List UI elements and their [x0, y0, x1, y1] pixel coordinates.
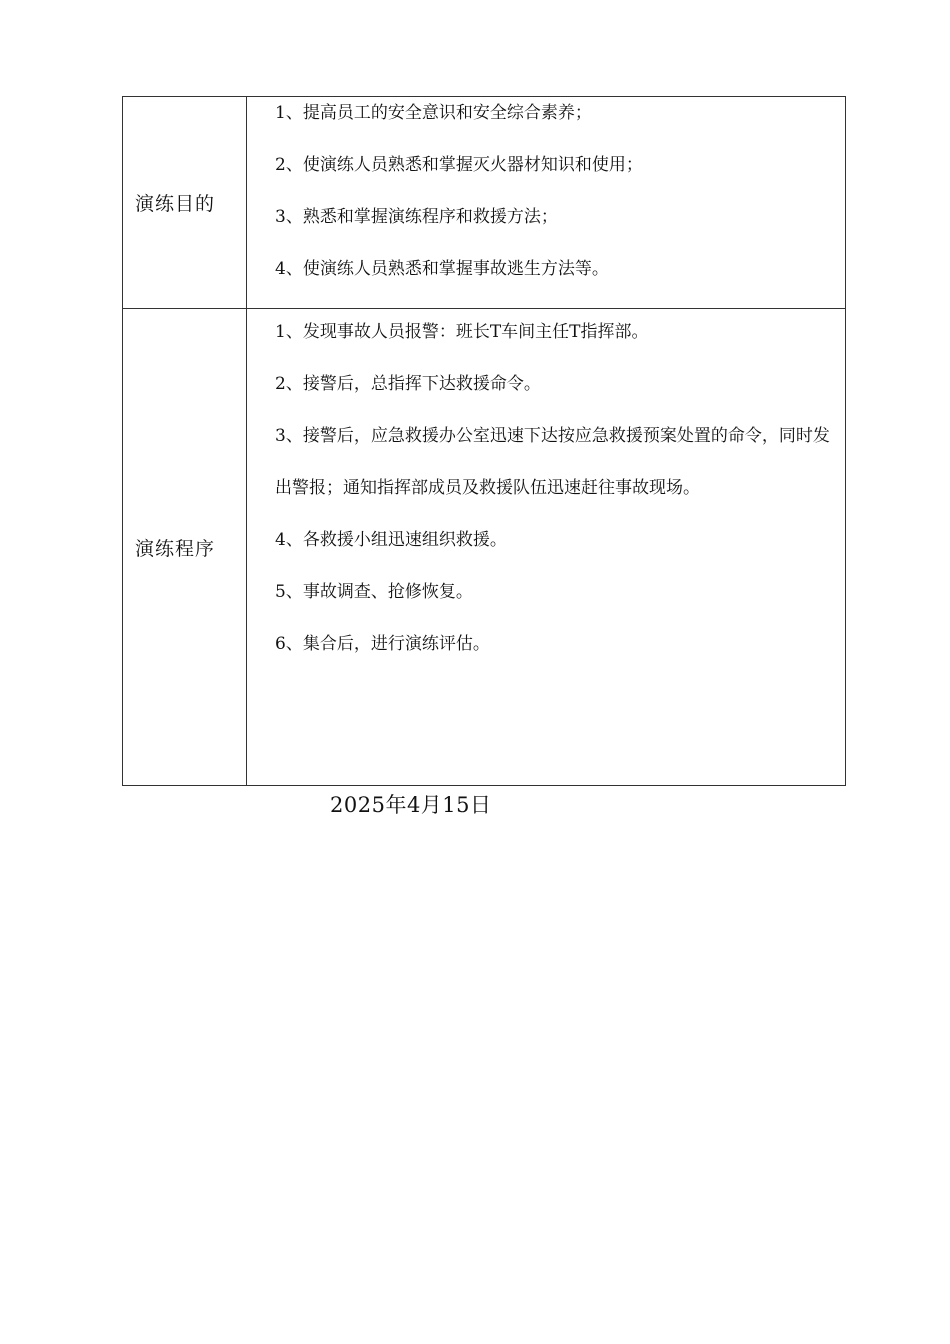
purpose-label: 演练目的 — [123, 97, 247, 309]
purpose-item: 2、使演练人员熟悉和掌握灭火器材知识和使用； — [275, 155, 643, 175]
purpose-row — [123, 97, 846, 309]
drill-plan-table — [122, 96, 846, 786]
purpose-content — [247, 97, 846, 309]
procedure-item: 1、发现事故人员报警：班长T车间主任T指挥部。 — [275, 322, 649, 342]
procedure-item: 6、集合后，进行演练评估。 — [275, 634, 490, 654]
purpose-item: 4、使演练人员熟悉和掌握事故逃生方法等。 — [275, 259, 609, 279]
procedure-item: 4、各救援小组迅速组织救援。 — [275, 530, 507, 550]
procedure-item: 5、事故调查、抢修恢复。 — [275, 582, 473, 602]
procedure-item: 3、接警后，应急救援办公室迅速下达按应急救援预案处置的命令，同时发出警报；通知指挥部成员及救援队伍迅速赶往事故现场。 — [275, 426, 830, 498]
purpose-item: 3、熟悉和掌握演练程序和救援方法； — [275, 207, 558, 227]
procedure-item: 2、接警后，总指挥下达救援命令。 — [275, 374, 541, 394]
procedure-label: 演练程序 — [123, 309, 247, 786]
document-date: 2025年4月15日 — [330, 793, 492, 817]
procedure-row — [123, 309, 846, 786]
purpose-item: 1、提高员工的安全意识和安全综合素养； — [275, 103, 592, 123]
procedure-content — [247, 309, 846, 786]
